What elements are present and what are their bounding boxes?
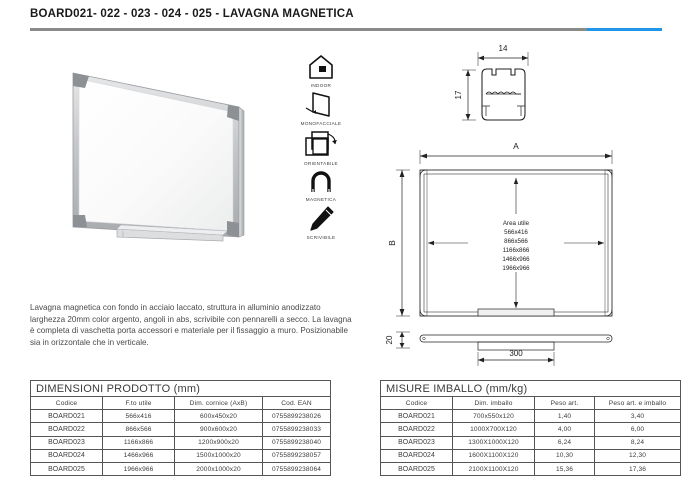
frame-dimension: 2000x1000x20 — [175, 462, 263, 475]
product-code: BOARD025 — [381, 462, 453, 475]
gross-weight: 12,30 — [595, 449, 681, 462]
item-weight: 15,36 — [535, 462, 595, 475]
product-code: BOARD021 — [381, 410, 453, 423]
column-header: F.to utile — [103, 397, 175, 410]
table-row — [31, 423, 331, 436]
area-utile-value: 1966x966 — [502, 265, 530, 272]
product-code: BOARD024 — [31, 449, 103, 462]
frame-dimension: 1500x1000x20 — [175, 449, 263, 462]
column-header: Dim. cornice (AxB) — [175, 397, 263, 410]
item-weight: 4,00 — [535, 423, 595, 436]
feature-label: MONOFACCIALE — [300, 121, 342, 126]
column-header: Dim. imballo — [453, 397, 535, 410]
table-row — [31, 436, 331, 449]
usable-format: 1466x966 — [103, 449, 175, 462]
table-row — [381, 410, 681, 423]
item-weight: 1,40 — [535, 410, 595, 423]
header-divider — [30, 28, 662, 31]
feature-label: SCRIVIBILE — [306, 235, 336, 240]
table-row — [381, 449, 681, 462]
product-code: BOARD024 — [381, 449, 453, 462]
area-utile-value: 1166x866 — [502, 247, 530, 254]
column-header: Codice — [31, 397, 103, 410]
feature-label: ORIENTABILE — [304, 161, 338, 166]
frame-dimension: 900x600x20 — [175, 423, 263, 436]
area-utile-value: 866x566 — [504, 238, 528, 245]
tray-width-label: 300 — [509, 349, 523, 358]
single-face-panel-icon — [304, 90, 338, 120]
item-weight: 6,24 — [535, 436, 595, 449]
area-utile-value: 1466x966 — [502, 256, 530, 263]
product-code: BOARD022 — [381, 423, 453, 436]
profile-section — [462, 52, 528, 120]
house-icon — [306, 52, 336, 82]
area-utile-title: Area utile — [502, 220, 530, 227]
product-code: BOARD023 — [381, 436, 453, 449]
frame-dimension: 1200x900x20 — [175, 436, 263, 449]
feature-magnetica — [286, 168, 356, 202]
gross-weight: 6,00 — [595, 423, 681, 436]
feature-label: INDOOR — [310, 83, 332, 88]
profile-height-label: 17 — [454, 90, 463, 100]
page-title: BOARD021- 022 - 023 - 024 - 025 - LAVAGNA MAGNETICA — [30, 8, 354, 20]
product-photo — [45, 45, 280, 280]
table-row — [31, 449, 331, 462]
column-header: Peso art. e imballo — [595, 397, 681, 410]
usable-format: 566x416 — [103, 410, 175, 423]
magnet-icon — [307, 168, 335, 196]
package-dimension: 1000X700X120 — [453, 423, 535, 436]
table-header-row — [381, 397, 681, 410]
header-divider-accent — [587, 28, 662, 31]
ean-code: 0755899238033 — [263, 423, 331, 436]
product-code: BOARD022 — [31, 423, 103, 436]
packaging-measures-table — [380, 380, 681, 476]
profile-width-label: 14 — [498, 44, 508, 53]
side-view — [396, 332, 612, 366]
usable-format: 866x566 — [103, 423, 175, 436]
front-height-label: B — [387, 240, 397, 246]
area-utile-value: 566x416 — [504, 229, 528, 236]
product-code: BOARD021 — [31, 410, 103, 423]
product-description: Lavagna magnetica con fondo in acciaio laccato, struttura in alluminio anodizzato larghezza 20mm color argento, angoli in abs, scrivibile con pennarelli a secco. La lavagna è completa di vaschetta porta accessori e materiale per il fissaggio a muro. Posizionabile sia in orizzontale che in verticale. — [30, 303, 352, 347]
feature-monofacciale — [286, 90, 356, 126]
product-code: BOARD023 — [31, 436, 103, 449]
feature-label: MAGNETICA — [305, 197, 337, 202]
package-dimension: 1300X1000X120 — [453, 436, 535, 449]
whiteboard-illustration — [45, 45, 280, 280]
package-dimension: 700x550x120 — [453, 410, 535, 423]
table-title-row — [381, 381, 681, 397]
column-header: Codice — [381, 397, 453, 410]
ean-code: 0755899238064 — [263, 462, 331, 475]
ean-code: 0755899238040 — [263, 436, 331, 449]
table-row — [381, 462, 681, 475]
package-dimension: 2100X1100X120 — [453, 462, 535, 475]
column-header: Cod. EAN — [263, 397, 331, 410]
pen-icon — [306, 204, 336, 234]
table-row — [381, 423, 681, 436]
front-width-label: A — [513, 141, 519, 151]
usable-format: 1966x966 — [103, 462, 175, 475]
gross-weight: 8,24 — [595, 436, 681, 449]
feature-indoor — [286, 52, 356, 88]
table-title: MISURE IMBALLO (mm/kg) — [381, 381, 681, 397]
feature-icon-list — [286, 52, 356, 284]
gross-weight: 17,36 — [595, 462, 681, 475]
technical-drawings — [380, 36, 690, 366]
item-weight: 10,30 — [535, 449, 595, 462]
feature-scrivibile — [286, 204, 356, 240]
feature-orientabile — [286, 128, 356, 166]
column-header: Peso art. — [535, 397, 595, 410]
package-dimension: 1600X1100X120 — [453, 449, 535, 462]
table-title-row — [31, 381, 331, 397]
gross-weight: 3,40 — [595, 410, 681, 423]
rotatable-board-icon — [301, 128, 341, 160]
usable-format: 1166x866 — [103, 436, 175, 449]
product-dimensions-table — [30, 380, 331, 476]
ean-code: 0755899238057 — [263, 449, 331, 462]
table-row — [31, 462, 331, 475]
product-code: BOARD025 — [31, 462, 103, 475]
table-row — [31, 410, 331, 423]
table-row — [381, 436, 681, 449]
table-title: DIMENSIONI PRODOTTO (mm) — [31, 381, 331, 397]
ean-code: 0755899238026 — [263, 410, 331, 423]
table-header-row — [31, 397, 331, 410]
side-depth-label: 20 — [385, 335, 394, 345]
frame-dimension: 600x450x20 — [175, 410, 263, 423]
